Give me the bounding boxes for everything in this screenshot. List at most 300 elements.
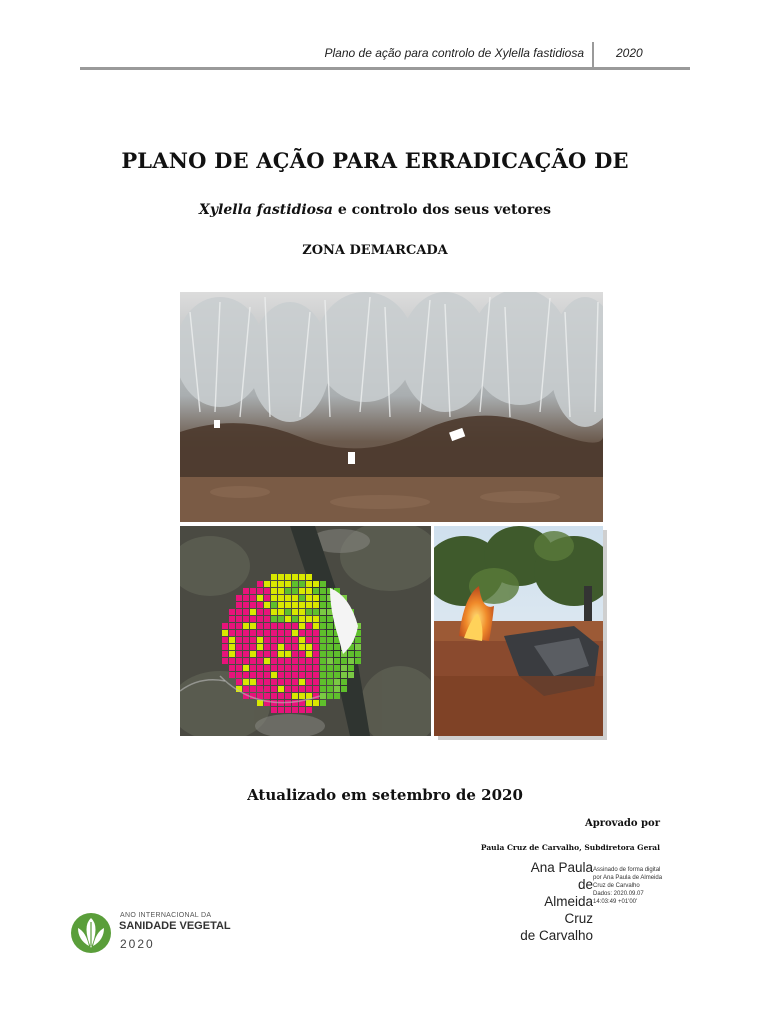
map-grid-cell xyxy=(278,644,284,650)
map-grid-cell xyxy=(285,623,291,629)
map-grid-cell xyxy=(271,595,277,601)
map-grid-cell xyxy=(299,588,305,594)
map-grid-cell xyxy=(250,630,256,636)
map-grid-cell xyxy=(229,623,235,629)
map-grid-cell xyxy=(222,630,228,636)
map-grid-cell xyxy=(341,665,347,671)
map-grid-cell xyxy=(271,581,277,587)
map-grid-cell xyxy=(320,630,326,636)
map-grid-cell xyxy=(292,630,298,636)
map-grid-cell xyxy=(348,672,354,678)
map-grid-cell xyxy=(271,588,277,594)
map-grid-cell xyxy=(257,693,263,699)
map-grid-cell xyxy=(236,637,242,643)
map-grid-cell xyxy=(341,679,347,685)
map-grid-cell xyxy=(222,637,228,643)
map-grid-cell xyxy=(306,637,312,643)
map-grid-cell xyxy=(313,700,319,706)
signature-name xyxy=(513,859,593,944)
map-grid-cell xyxy=(250,679,256,685)
species-name: Xylella fastidiosa xyxy=(199,202,333,218)
map-grid-cell xyxy=(341,658,347,664)
map-grid-cell xyxy=(306,623,312,629)
map-grid-cell xyxy=(257,609,263,615)
map-grid-cell xyxy=(334,665,340,671)
map-grid-cell xyxy=(306,574,312,580)
logo-year: 2020 xyxy=(120,937,155,951)
map-grid-cell xyxy=(306,609,312,615)
map-grid-cell xyxy=(243,609,249,615)
header-rule xyxy=(80,67,690,70)
map-grid-cell xyxy=(306,616,312,622)
map-grid-cell xyxy=(306,644,312,650)
map-grid-cell xyxy=(292,651,298,657)
map-grid-cell xyxy=(299,609,305,615)
map-grid-cell xyxy=(278,651,284,657)
map-grid-cell xyxy=(257,602,263,608)
map-grid-cell xyxy=(292,644,298,650)
map-grid-cell xyxy=(285,679,291,685)
map-grid-cell xyxy=(278,581,284,587)
map-grid-cell xyxy=(320,700,326,706)
map-grid-cell xyxy=(271,609,277,615)
map-grid-cell xyxy=(306,581,312,587)
map-grid-cell xyxy=(285,665,291,671)
map-grid-cell xyxy=(243,623,249,629)
map-grid-cell xyxy=(299,686,305,692)
map-grid-cell xyxy=(257,581,263,587)
map-grid-cell xyxy=(257,595,263,601)
map-grid-cell xyxy=(313,679,319,685)
map-grid-cell xyxy=(299,651,305,657)
map-grid-cell xyxy=(229,658,235,664)
map-grid-cell xyxy=(243,602,249,608)
map-grid-cell xyxy=(278,665,284,671)
map-grid-cell xyxy=(264,623,270,629)
map-grid-cell xyxy=(271,630,277,636)
map-grid-cell xyxy=(320,644,326,650)
zone-heading: ZONA DEMARCADA xyxy=(302,243,448,258)
map-grid-cell xyxy=(292,581,298,587)
map-grid-cell xyxy=(229,644,235,650)
map-grid-cell xyxy=(271,644,277,650)
map-grid-cell xyxy=(257,658,263,664)
map-grid-cell xyxy=(264,588,270,594)
map-grid-cell xyxy=(271,679,277,685)
map-grid-cell xyxy=(257,672,263,678)
map-grid-cell xyxy=(306,679,312,685)
map-grid-cell xyxy=(271,665,277,671)
map-grid-cell xyxy=(292,588,298,594)
map-grid-cell xyxy=(250,658,256,664)
map-grid-cell xyxy=(320,665,326,671)
signature-detail-line: 14:03:49 +01'00' xyxy=(593,899,638,905)
map-grid-cell xyxy=(222,651,228,657)
map-grid-cell xyxy=(327,651,333,657)
map-grid-cell xyxy=(243,665,249,671)
map-grid-cell xyxy=(313,665,319,671)
map-grid-cell xyxy=(327,679,333,685)
map-grid-cell xyxy=(334,693,340,699)
map-grid-cell xyxy=(257,637,263,643)
map-grid-cell xyxy=(320,672,326,678)
map-grid-cell xyxy=(243,588,249,594)
updated-date: Atualizado em setembro de 2020 xyxy=(247,786,523,804)
map-grid-cell xyxy=(236,644,242,650)
map-grid-cell xyxy=(299,665,305,671)
logo-line-1: ANO INTERNACIONAL DA xyxy=(120,912,212,919)
plant-health-year-logo xyxy=(70,912,250,958)
map-grid-cell xyxy=(257,644,263,650)
map-grid-cell xyxy=(327,665,333,671)
map-grid-cell xyxy=(320,595,326,601)
map-grid-cell xyxy=(285,588,291,594)
map-grid-cell xyxy=(250,686,256,692)
map-grid-cell xyxy=(327,637,333,643)
signature-detail-line: por Ana Paula de Almeida xyxy=(593,875,663,881)
logo-line-2: SANIDADE VEGETAL xyxy=(119,920,231,932)
map-grid-cell xyxy=(236,665,242,671)
map-grid-cell xyxy=(229,630,235,636)
map-grid-cell xyxy=(264,693,270,699)
header-separator xyxy=(592,42,594,68)
map-grid-cell xyxy=(264,686,270,692)
map-grid-cell xyxy=(278,686,284,692)
signature-name-line: Ana Paula de xyxy=(530,860,593,892)
map-grid-cell xyxy=(299,574,305,580)
map-grid-cell xyxy=(271,707,277,713)
map-grid-cell xyxy=(257,686,263,692)
map-grid-cell xyxy=(313,644,319,650)
map-grid-cell xyxy=(299,595,305,601)
map-grid-cell xyxy=(313,616,319,622)
map-grid-cell xyxy=(229,609,235,615)
map-grid-cell xyxy=(313,602,319,608)
map-grid-cell xyxy=(222,658,228,664)
map-grid-cell xyxy=(285,644,291,650)
map-grid-cell xyxy=(313,658,319,664)
approved-label: Aprovado por xyxy=(584,818,660,829)
map-grid-cell xyxy=(320,693,326,699)
map-grid-cell xyxy=(278,658,284,664)
map-grid-cell xyxy=(285,595,291,601)
map-grid-cell xyxy=(285,581,291,587)
map-grid-cell xyxy=(292,574,298,580)
map-grid-cell xyxy=(292,665,298,671)
map-grid-cell xyxy=(313,595,319,601)
map-grid-cell xyxy=(299,623,305,629)
map-grid-cell xyxy=(278,616,284,622)
map-grid-cell xyxy=(236,609,242,615)
document-title: PLANO DE AÇÃO PARA ERRADICAÇÃO DE xyxy=(121,148,629,173)
map-grid-cell xyxy=(264,672,270,678)
map-grid-cell xyxy=(257,616,263,622)
map-grid-cell xyxy=(250,595,256,601)
map-grid-cell xyxy=(292,602,298,608)
map-grid-cell xyxy=(271,651,277,657)
map-grid-cell xyxy=(285,693,291,699)
map-grid-cell xyxy=(313,672,319,678)
map-grid-cell xyxy=(264,595,270,601)
map-grid-cell xyxy=(243,616,249,622)
map-grid-cell xyxy=(264,644,270,650)
map-grid-cell xyxy=(292,686,298,692)
map-grid-cell xyxy=(271,693,277,699)
map-grid-cell xyxy=(278,609,284,615)
map-grid-cell xyxy=(257,588,263,594)
signature-name-line: Almeida Cruz xyxy=(544,894,593,926)
map-grid-cell xyxy=(264,679,270,685)
map-grid-cell xyxy=(264,658,270,664)
approver-name: Paula Cruz de Carvalho, Subdiretora Geral xyxy=(480,843,660,852)
map-grid-cell xyxy=(327,616,333,622)
map-grid-cell xyxy=(292,658,298,664)
map-grid-cell xyxy=(271,686,277,692)
map-grid-cell xyxy=(250,588,256,594)
map-grid-cell xyxy=(229,665,235,671)
map-grid-cell xyxy=(243,672,249,678)
map-grid-cell xyxy=(320,637,326,643)
map-grid-cell xyxy=(320,588,326,594)
map-grid-cell xyxy=(355,644,361,650)
map-grid-cell xyxy=(264,651,270,657)
map-grid-cell xyxy=(278,574,284,580)
map-grid-cell xyxy=(320,609,326,615)
map-grid-cell xyxy=(236,595,242,601)
map-grid-cell xyxy=(278,637,284,643)
map-grid-cell xyxy=(243,630,249,636)
map-grid-cell xyxy=(250,616,256,622)
map-grid-cell xyxy=(306,588,312,594)
map-grid-cell xyxy=(285,637,291,643)
map-grid-cell xyxy=(299,630,305,636)
map-grid-cell xyxy=(243,637,249,643)
map-grid-cell xyxy=(264,581,270,587)
map-grid-cell xyxy=(292,609,298,615)
map-grid-cell xyxy=(299,581,305,587)
map-grid-cell xyxy=(278,672,284,678)
subtitle-rest: e controlo dos seus vetores xyxy=(332,202,551,218)
map-grid-cell xyxy=(285,672,291,678)
map-grid-cell xyxy=(292,679,298,685)
map-grid-cell xyxy=(236,658,242,664)
map-grid-cell xyxy=(236,651,242,657)
map-grid-cell xyxy=(278,623,284,629)
map-grid-cell xyxy=(250,665,256,671)
map-grid-cell xyxy=(299,679,305,685)
map-grid-cell xyxy=(292,693,298,699)
map-grid-cell xyxy=(271,637,277,643)
map-grid-cell xyxy=(306,707,312,713)
map-grid-cell xyxy=(278,588,284,594)
map-grid-cell xyxy=(292,672,298,678)
map-grid-cell xyxy=(243,644,249,650)
map-grid-cell xyxy=(348,651,354,657)
map-grid-cell xyxy=(320,686,326,692)
map-grid-cell xyxy=(285,658,291,664)
map-grid-cell xyxy=(292,637,298,643)
map-grid-cell xyxy=(306,665,312,671)
map-grid-cell xyxy=(292,595,298,601)
map-grid-cell xyxy=(355,651,361,657)
map-grid-cell xyxy=(285,686,291,692)
map-grid-cell xyxy=(285,707,291,713)
map-grid-cell xyxy=(264,616,270,622)
map-grid-cell xyxy=(355,658,361,664)
map-grid-cell xyxy=(243,658,249,664)
map-grid-cell xyxy=(236,630,242,636)
map-grid-cell xyxy=(334,679,340,685)
map-grid-cell xyxy=(341,686,347,692)
map-grid-cell xyxy=(306,651,312,657)
map-grid-cell xyxy=(313,651,319,657)
map-grid-cell xyxy=(299,644,305,650)
map-grid-cell xyxy=(271,602,277,608)
plant-burning-photo xyxy=(434,526,603,736)
map-grid-cell xyxy=(278,707,284,713)
map-grid-cell xyxy=(348,665,354,671)
map-grid-cell xyxy=(327,630,333,636)
map-grid-cell xyxy=(250,651,256,657)
map-grid-cell xyxy=(250,602,256,608)
map-grid-cell xyxy=(250,672,256,678)
map-grid-cell xyxy=(320,679,326,685)
map-grid-cell xyxy=(320,581,326,587)
demarcated-zone-map xyxy=(180,526,431,736)
map-grid-cell xyxy=(313,588,319,594)
map-grid-cell xyxy=(264,602,270,608)
map-grid-cell xyxy=(334,658,340,664)
map-grid-cell xyxy=(229,672,235,678)
map-grid-cell xyxy=(271,574,277,580)
map-grid-cell xyxy=(306,672,312,678)
map-grid-cell xyxy=(278,602,284,608)
map-grid-cell xyxy=(243,595,249,601)
map-grid-cell xyxy=(306,630,312,636)
map-grid-cell xyxy=(257,630,263,636)
map-grid-cell xyxy=(299,658,305,664)
map-grid-cell xyxy=(320,602,326,608)
map-grid-cell xyxy=(313,637,319,643)
map-grid-cell xyxy=(250,623,256,629)
map-grid-cell xyxy=(257,623,263,629)
map-grid-cell xyxy=(285,651,291,657)
map-grid-cell xyxy=(292,707,298,713)
document-subtitle xyxy=(0,202,750,218)
map-grid-cell xyxy=(285,616,291,622)
map-grid-cell xyxy=(320,658,326,664)
map-grid-cell xyxy=(285,602,291,608)
map-grid-cell xyxy=(299,637,305,643)
map-grid-cell xyxy=(257,679,263,685)
map-grid-cell xyxy=(292,623,298,629)
signature-name-line: de Carvalho xyxy=(520,928,593,943)
map-grid-cell xyxy=(299,693,305,699)
map-grid-cell xyxy=(355,637,361,643)
map-grid-cell xyxy=(264,630,270,636)
map-grid-cell xyxy=(313,609,319,615)
map-grid-cell xyxy=(313,581,319,587)
map-grid-cell xyxy=(299,602,305,608)
map-grid-cell xyxy=(264,665,270,671)
map-grid-cell xyxy=(306,595,312,601)
map-grid-cell xyxy=(320,616,326,622)
map-grid-cell xyxy=(278,693,284,699)
map-grid-cell xyxy=(250,609,256,615)
map-grid-cell xyxy=(313,630,319,636)
map-grid-cell xyxy=(327,658,333,664)
map-grid-cell xyxy=(236,672,242,678)
map-grid-cell xyxy=(229,651,235,657)
map-grid-cell xyxy=(236,679,242,685)
map-grid-cell xyxy=(271,658,277,664)
map-grid-cell xyxy=(327,672,333,678)
map-grid-cell xyxy=(285,630,291,636)
map-grid-cell xyxy=(348,658,354,664)
map-grid-cell xyxy=(257,665,263,671)
map-grid-cell xyxy=(278,630,284,636)
map-grid-cell xyxy=(222,644,228,650)
map-grid-cell xyxy=(334,651,340,657)
map-grid-cell xyxy=(264,637,270,643)
leaf-emblem-icon xyxy=(70,912,112,954)
map-grid-cell xyxy=(278,679,284,685)
map-grid-cell xyxy=(306,602,312,608)
map-grid-cell xyxy=(271,616,277,622)
map-grid-cell xyxy=(327,623,333,629)
map-grid-cell xyxy=(334,686,340,692)
map-grid-cell xyxy=(327,686,333,692)
signature-detail-line: Cruz de Carvalho xyxy=(593,883,640,889)
signature-detail-line: Assinado de forma digital xyxy=(593,867,661,873)
page-header xyxy=(80,42,690,68)
map-grid-cell xyxy=(320,651,326,657)
map-grid-cell xyxy=(313,623,319,629)
map-grid-cell xyxy=(250,637,256,643)
map-grid-cell xyxy=(334,672,340,678)
map-grid-cell xyxy=(229,637,235,643)
map-grid-cell xyxy=(243,679,249,685)
map-grid-cell xyxy=(292,616,298,622)
map-grid-cell xyxy=(236,623,242,629)
map-grid-cell xyxy=(257,651,263,657)
header-title: Plano de ação para controlo de Xylella fastidiosa xyxy=(324,46,584,60)
map-grid-cell xyxy=(278,595,284,601)
map-grid-cell xyxy=(243,651,249,657)
map-grid-cell xyxy=(285,574,291,580)
map-grid-cell xyxy=(236,616,242,622)
map-grid-cell xyxy=(341,672,347,678)
map-grid-cell xyxy=(250,644,256,650)
signature-details xyxy=(593,866,673,906)
map-grid-cell xyxy=(299,707,305,713)
map-grid-cell xyxy=(271,672,277,678)
lavender-hedge-photo xyxy=(180,292,603,522)
map-grid-cell xyxy=(243,686,249,692)
map-grid-cell xyxy=(313,686,319,692)
map-grid-cell xyxy=(320,623,326,629)
map-grid-cell xyxy=(306,686,312,692)
map-grid-cell xyxy=(222,623,228,629)
map-grid-cell xyxy=(236,602,242,608)
map-grid-cell xyxy=(299,616,305,622)
map-grid-cell xyxy=(285,609,291,615)
map-grid-cell xyxy=(306,658,312,664)
map-grid-cell xyxy=(327,693,333,699)
map-grid-cell xyxy=(306,700,312,706)
signature-detail-line: Dados: 2020.09.07 xyxy=(593,891,644,897)
map-grid-cell xyxy=(264,609,270,615)
